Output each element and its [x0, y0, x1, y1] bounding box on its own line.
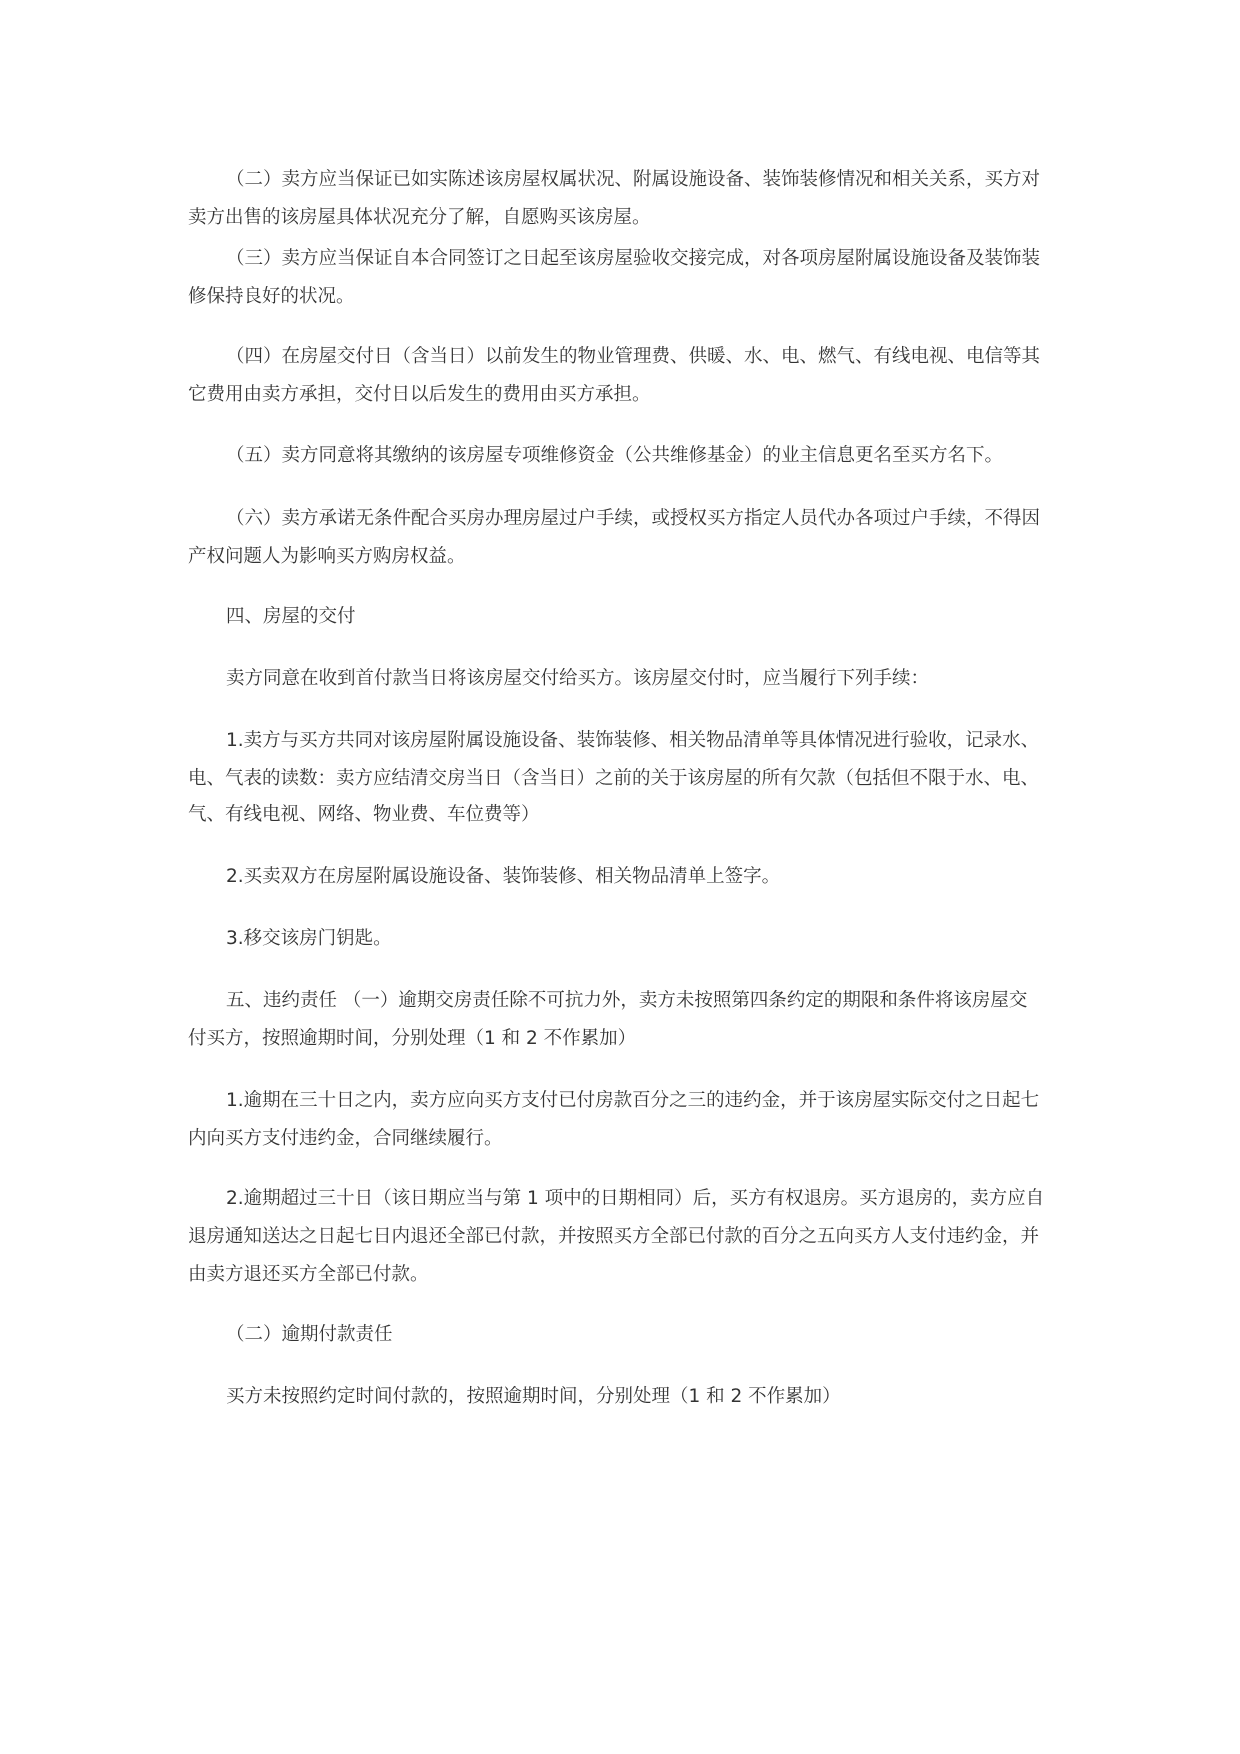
paragraph-line: 退房通知送达之日起七日内退还全部已付款，并按照买方全部已付款的百分之五向买方人支付违约金，并: [188, 1226, 1040, 1247]
paragraph-line: （五）卖方同意将其缴纳的该房屋专项维修资金（公共维修基金）的业主信息更名至买方名下。: [226, 445, 1004, 466]
paragraph-line: （六）卖方承诺无条件配合买房办理房屋过户手续，或授权买方指定人员代办各项过户手续，不得因: [226, 508, 1041, 529]
paragraph-line: 卖方出售的该房屋具体状况充分了解，自愿购买该房屋。: [188, 207, 651, 228]
paragraph-line: 付买方，按照逾期时间，分别处理（1 和 2 不作累加）: [188, 1028, 637, 1049]
paragraph-line: 1.逾期在三十日之内，卖方应向买方支付已付房款百分之三的违约金，并于该房屋实际交付之日起七: [226, 1090, 1040, 1111]
paragraph-line: （二）逾期付款责任: [226, 1324, 393, 1345]
paragraph-line: 内向买方支付违约金，合同继续履行。: [188, 1128, 503, 1149]
paragraph-line: （三）卖方应当保证自本合同签订之日起至该房屋验收交接完成，对各项房屋附属设施设备及装饰装: [226, 248, 1041, 269]
paragraph-line: 2.逾期超过三十日（该日期应当与第 1 项中的日期相同）后，买方有权退房。买方退房的，卖方应自: [226, 1188, 1045, 1209]
paragraph-line: 气、有线电视、网络、物业费、车位费等）: [188, 804, 540, 825]
paragraph-line: 它费用由卖方承担，交付日以后发生的费用由买方承担。: [188, 384, 651, 405]
paragraph-line: （四）在房屋交付日（含当日）以前发生的物业管理费、供暖、水、电、燃气、有线电视、电信等其: [226, 346, 1041, 367]
paragraph-line: 买方未按照约定时间付款的，按照逾期时间，分别处理（1 和 2 不作累加）: [226, 1386, 841, 1407]
paragraph-line: 2.买卖双方在房屋附属设施设备、装饰装修、相关物品清单上签字。: [226, 866, 781, 887]
paragraph-line: 修保持良好的状况。: [188, 286, 355, 307]
paragraph-line: 卖方同意在收到首付款当日将该房屋交付给买方。该房屋交付时，应当履行下列手续：: [226, 668, 930, 689]
paragraph-line: 由卖方退还买方全部已付款。: [188, 1264, 429, 1285]
paragraph-line: 1.卖方与买方共同对该房屋附属设施设备、装饰装修、相关物品清单等具体情况进行验收，记录水、: [226, 730, 1040, 751]
paragraph-line: 产权问题人为影响买方购房权益。: [188, 546, 466, 567]
paragraph-line: 3.移交该房门钥匙。: [226, 928, 392, 949]
paragraph-line: （二）卖方应当保证已如实陈述该房屋权属状况、附属设施设备、装饰装修情况和相关关系，买方对: [226, 169, 1041, 190]
paragraph-line: 电、气表的读数：卖方应结清交房当日（含当日）之前的关于该房屋的所有欠款（包括但不限于水、电、: [188, 768, 1040, 789]
paragraph-line: 四、房屋的交付: [226, 606, 356, 627]
paragraph-line: 五、违约责任 （一）逾期交房责任除不可抗力外，卖方未按照第四条约定的期限和条件将该房屋交: [226, 990, 1028, 1011]
